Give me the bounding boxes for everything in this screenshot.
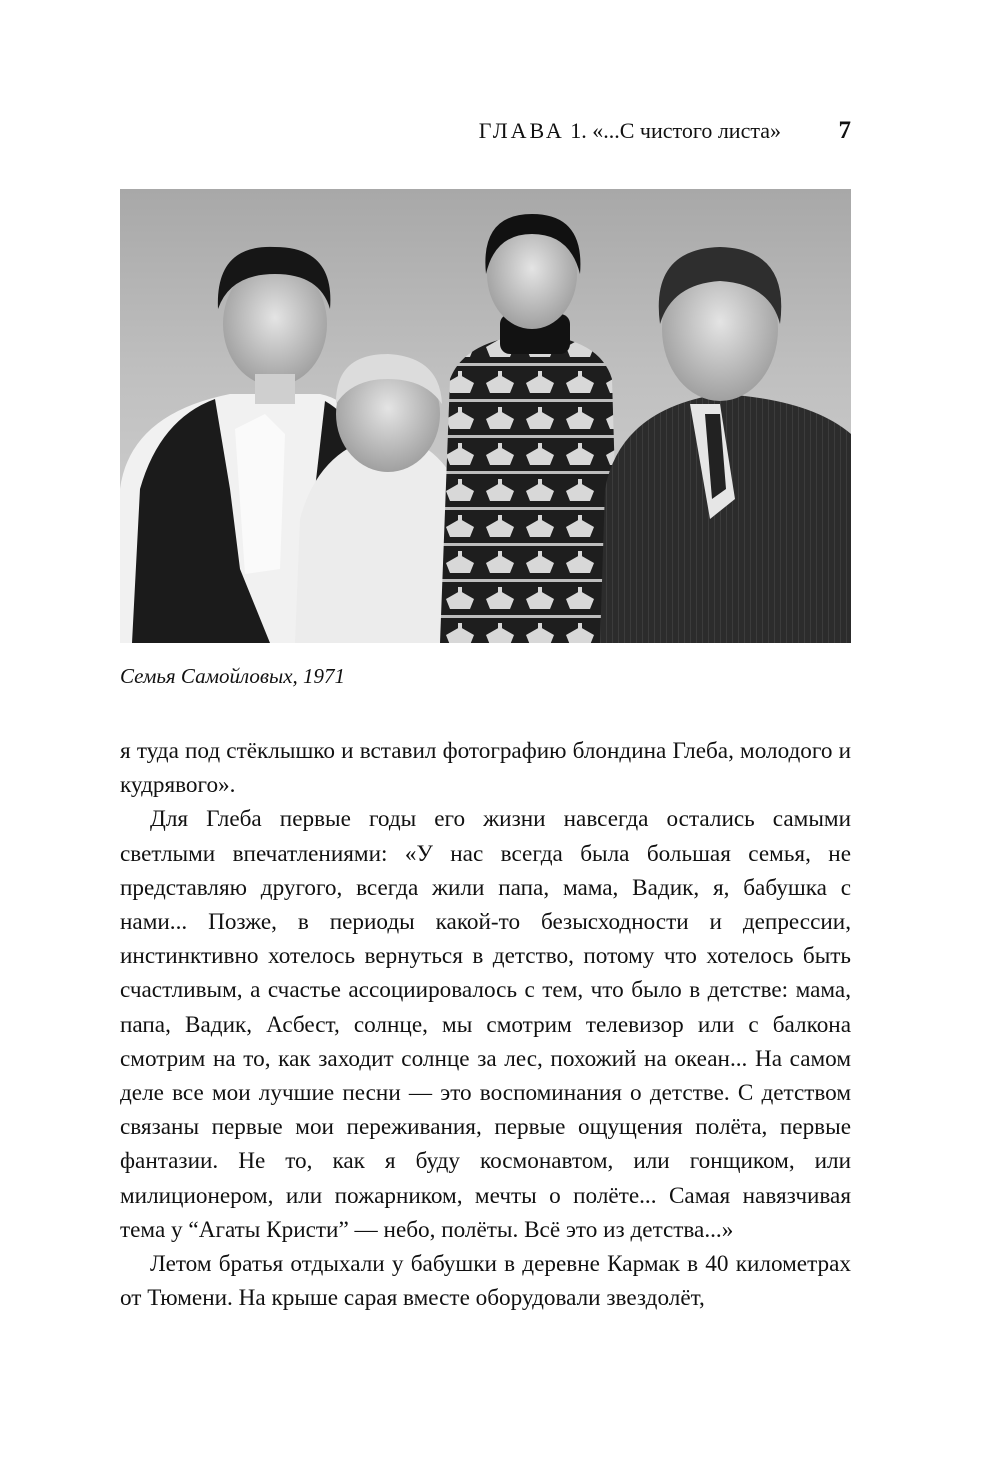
paragraph: я туда под стёклышко и вставил фотографию блондина Глеба, молодого и кудрявого». [120,738,851,799]
photo-caption: Семья Самойловых, 1971 [120,664,346,688]
running-header [120,113,851,149]
father-figure [600,247,851,643]
paragraph: Для Глеба первые годы его жизни навсегда остались самыми светлыми впечатлениями: «У нас всегда была большая семья, не представляю другого, всегда жили папа, мама, Вадик, я, бабушка с нами... Позже, в периоды какой-то безысходности и депрессии, инстинктивно хотелось вернуться в детство, потому что хотелось быть счастливым, а счастье ассоциировалось с тем, что было в детстве: мама, папа, Вадик, Асбест, солнце, мы смотрим телевизор или с балкона смотрим на то, как заходит солнце за лес, похожий на океан... На самом деле все мои лучшие песни — это воспоминания о детстве. С детством связаны первые мои переживания, первые ощущения полёта, первые фантазии. Не то, как я буду космонавтом, или гонщиком, или милиционером, или пожарником, мечты о полёте... Самая навязчивая тема у “Агаты Кристи” — небо, полёты. Всё это из детства...» [120,806,851,1243]
family-photo [120,189,851,643]
boy-figure [440,214,620,643]
chapter-heading [479,113,781,149]
body-text [120,734,851,1315]
paragraph: Летом братья отдыхали у бабушки в деревне Кармак в 40 километрах от Тюмени. На крыше сарая вместе оборудовали звездолёт, [120,1251,851,1312]
chapter-number: 1. [570,118,587,143]
chapter-label: ГЛАВА [478,118,565,143]
chapter-title: «...С чистого листа» [592,118,781,143]
page-number: 7 [838,117,851,144]
